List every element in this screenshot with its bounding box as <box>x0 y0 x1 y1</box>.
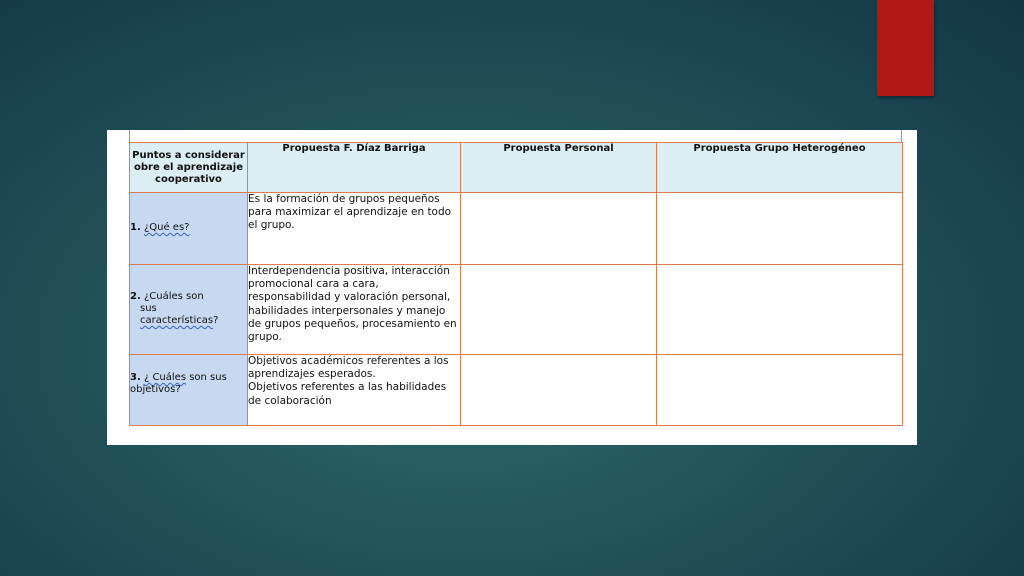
cell-personal-2 <box>461 265 657 355</box>
column-header-heterogeneous: Propuesta Grupo Heterogéneo <box>657 143 903 193</box>
cell-heterogeneous-2 <box>657 265 903 355</box>
comparison-table <box>129 142 903 426</box>
cell-personal-1 <box>461 193 657 265</box>
column-header-personal: Propuesta Personal <box>461 143 657 193</box>
row-question-3: 3. ¿ Cuáles son sus objetivos? <box>130 355 248 426</box>
divider <box>901 130 902 142</box>
cell-personal-3 <box>461 355 657 426</box>
cell-diaz-barriga-3: Objetivos académicos referentes a los aprendizajes esperados. Objetivos referentes a las habilidades de colaboración <box>248 355 461 426</box>
row-question-1: 1. ¿Qué es? <box>130 193 248 265</box>
row-question-2: 2. ¿Cuáles son sus características? <box>130 265 248 355</box>
column-header-diaz-barriga: Propuesta F. Díaz Barriga <box>248 143 461 193</box>
table-image <box>107 130 917 445</box>
divider <box>129 130 130 142</box>
cell-diaz-barriga-1: Es la formación de grupos pequeños para maximizar el aprendizaje en todo el grupo. <box>248 193 461 265</box>
table-row <box>130 193 903 265</box>
column-header-points: Puntos a considerar obre el aprendizaje cooperativo <box>130 143 248 193</box>
table-row <box>130 265 903 355</box>
cell-heterogeneous-3 <box>657 355 903 426</box>
cell-diaz-barriga-2: Interdependencia positiva, interacción promocional cara a cara, responsabilidad y valoración personal, habilidades interpersonales y manejo de grupos pequeños, procesamiento en grupo. <box>248 265 461 355</box>
table-row <box>130 355 903 426</box>
accent-tab <box>877 0 934 96</box>
cell-heterogeneous-1 <box>657 193 903 265</box>
table-header-row <box>130 143 903 193</box>
